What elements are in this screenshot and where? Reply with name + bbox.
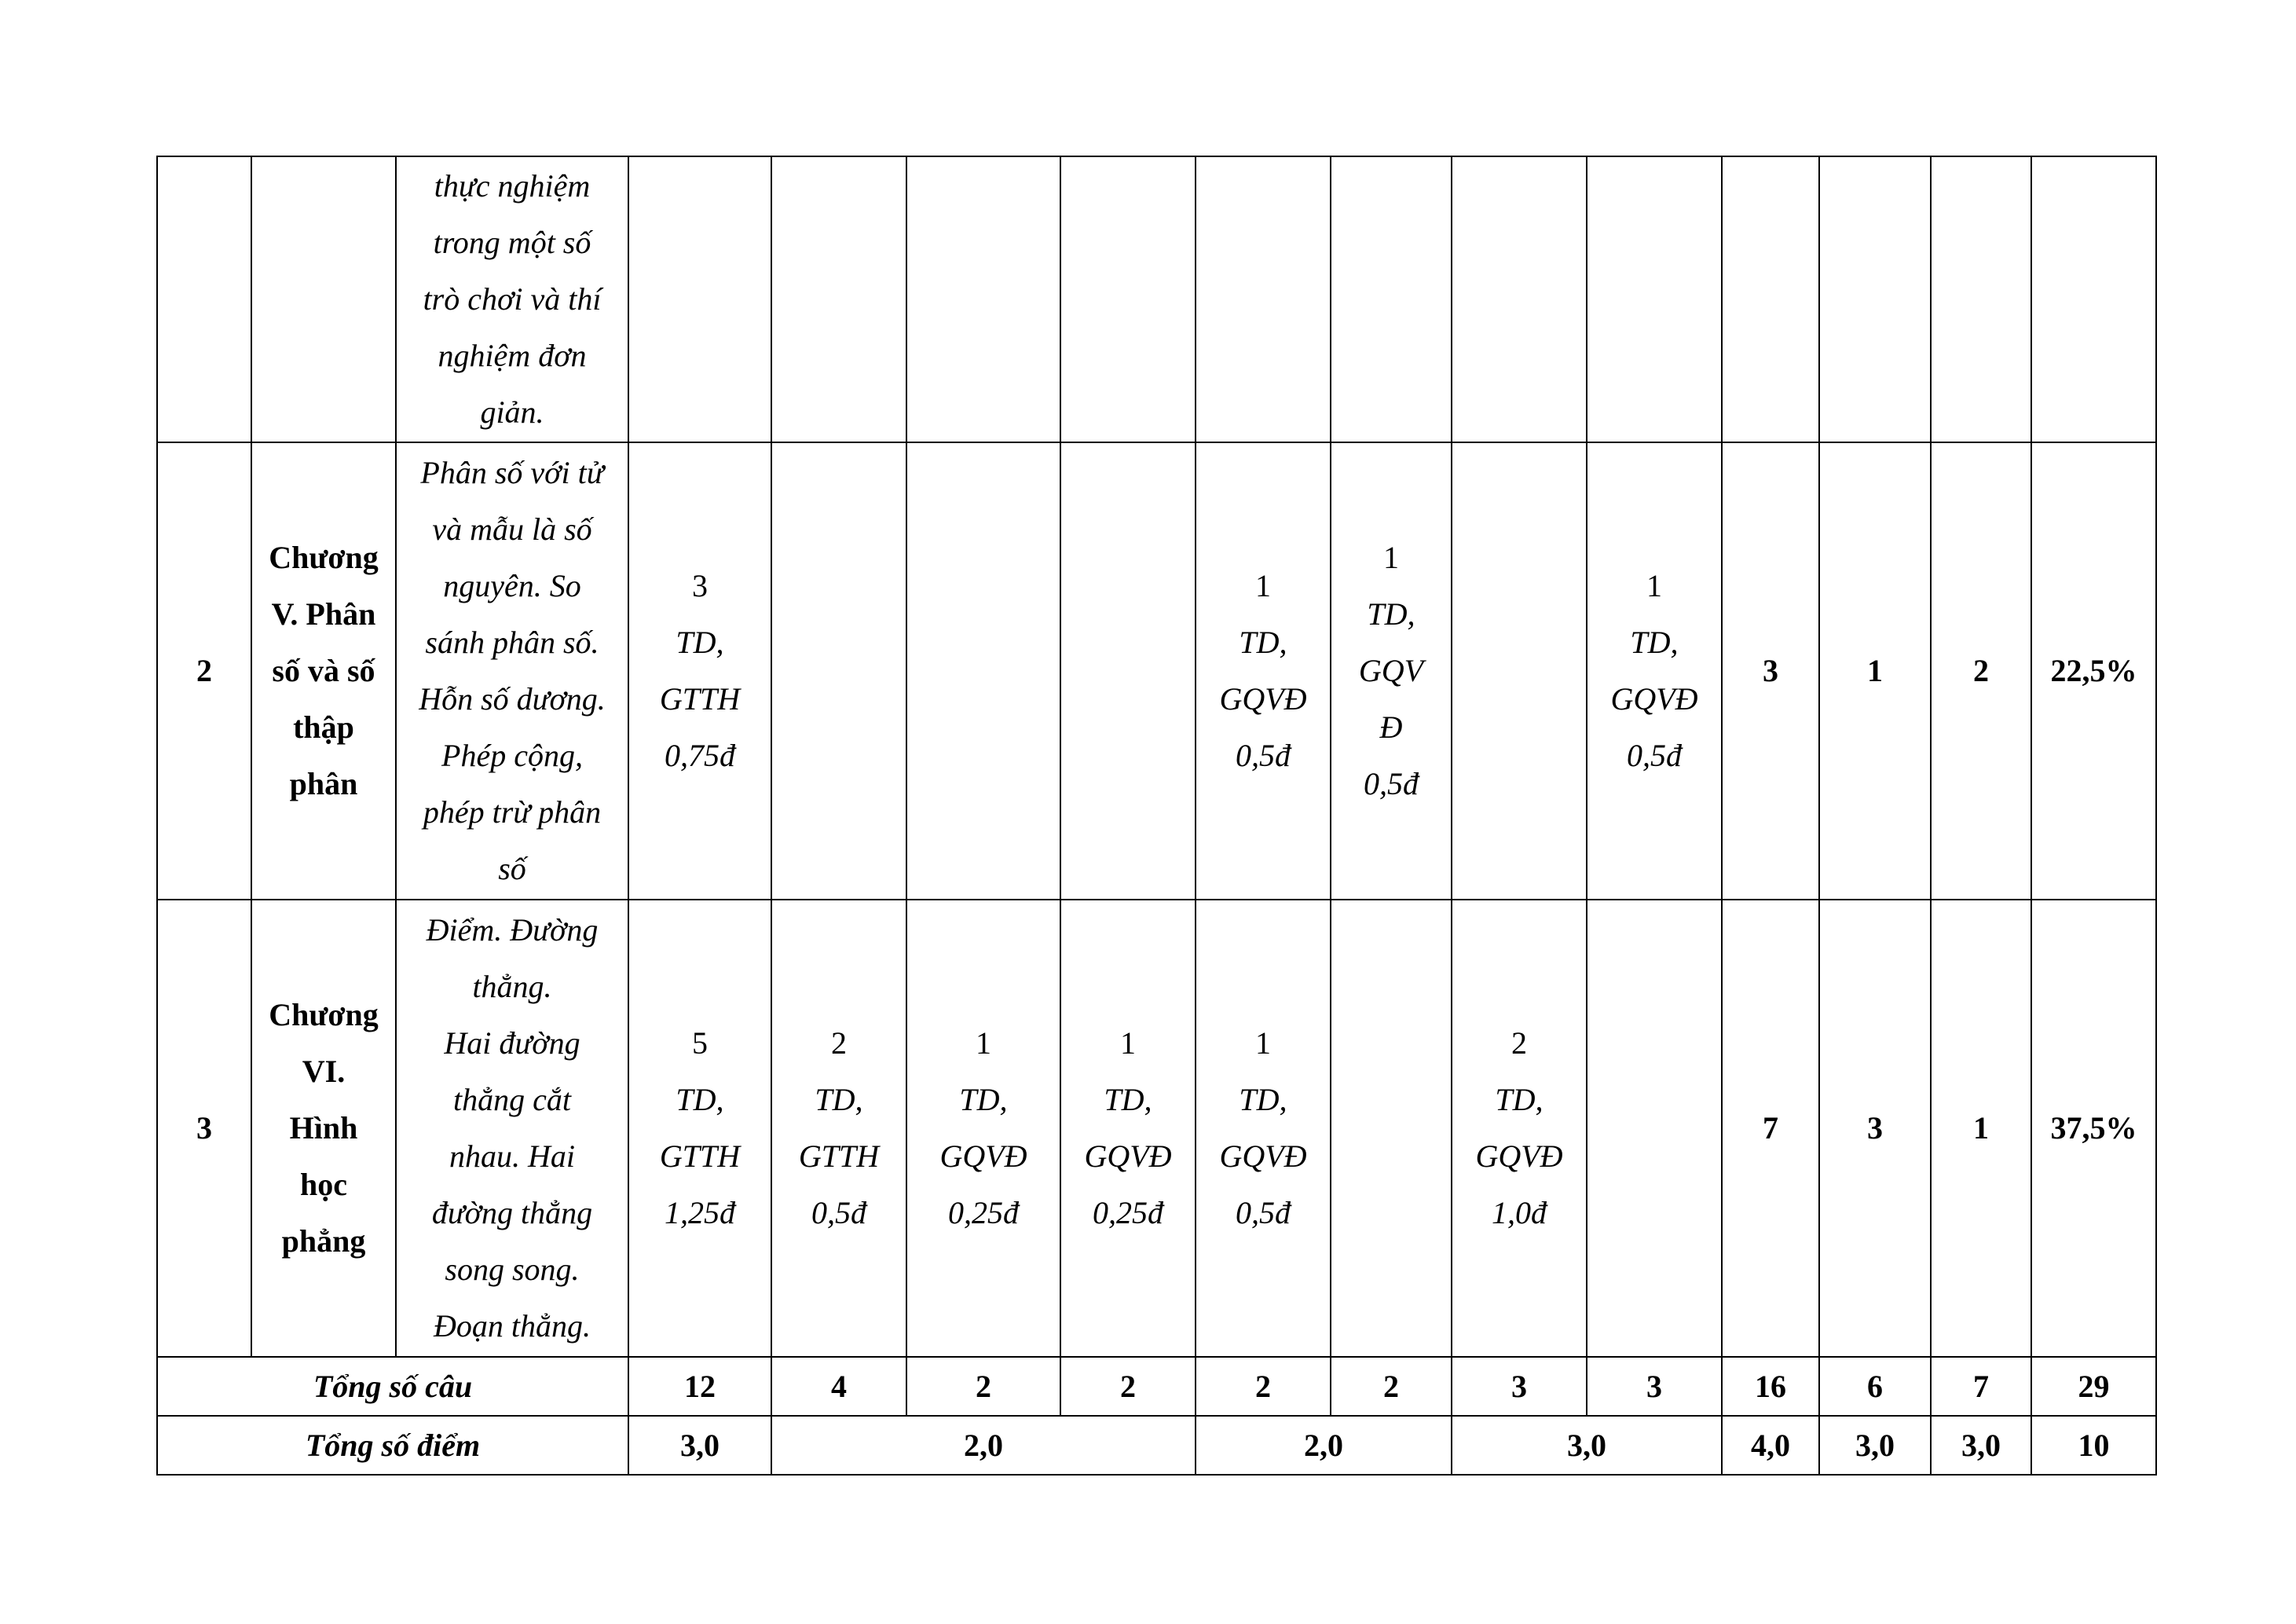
table-row-chapter-6	[157, 900, 2156, 1357]
total-questions-value: 6	[1819, 1357, 1931, 1416]
content-cell: thực nghiệm trong một số trò chơi và thí nghiệm đơn giản.	[396, 156, 628, 442]
level-cell	[1331, 900, 1452, 1357]
total-questions-value: 12	[628, 1357, 771, 1416]
chapter-cell	[251, 156, 396, 442]
level-cell: 1 TD, GQV Đ 0,5đ	[1331, 442, 1452, 900]
total-questions-value: 7	[1931, 1357, 2031, 1416]
total-questions-value: 2	[906, 1357, 1060, 1416]
total-questions-value: 29	[2031, 1357, 2156, 1416]
count-cau-cell: 1	[1931, 900, 2031, 1357]
count-tl-cell: 3	[1819, 900, 1931, 1357]
count-tl-cell: 1	[1819, 442, 1931, 900]
total-questions-label: Tổng số câu	[157, 1357, 628, 1416]
count-tn-cell: 3	[1722, 442, 1819, 900]
total-points-tn: 4,0	[1722, 1416, 1819, 1475]
level-cell: 1 TD, GQVĐ 0,5đ	[1196, 900, 1331, 1357]
percent-cell: 37,5%	[2031, 900, 2156, 1357]
level-cell	[771, 156, 906, 442]
level-cell	[1587, 900, 1722, 1357]
total-questions-value: 16	[1722, 1357, 1819, 1416]
level-cell: 1 TD, GQVĐ 0,5đ	[1587, 442, 1722, 900]
level-cell: 1 TD, GQVĐ 0,25đ	[1060, 900, 1196, 1357]
level-cell	[1452, 156, 1587, 442]
stt-cell: 3	[157, 900, 251, 1357]
total-points-level3: 2,0	[1196, 1416, 1452, 1475]
count-cau-cell: 2	[1931, 442, 2031, 900]
total-questions-value: 4	[771, 1357, 906, 1416]
stt-cell: 2	[157, 442, 251, 900]
level-cell	[1331, 156, 1452, 442]
level-cell: 2 TD, GQVĐ 1,0đ	[1452, 900, 1587, 1357]
total-questions-value: 3	[1452, 1357, 1587, 1416]
percent-cell: 22,5%	[2031, 442, 2156, 900]
level-cell	[628, 156, 771, 442]
count-cau-cell	[1931, 156, 2031, 442]
total-questions-value: 2	[1196, 1357, 1331, 1416]
level-cell	[1587, 156, 1722, 442]
level-cell	[906, 442, 1060, 900]
chapter-cell: Chương VI. Hình học phẳng	[251, 900, 396, 1357]
content-cell: Phân số với tử và mẫu là số nguyên. So sánh phân số. Hỗn số dương. Phép cộng, phép trừ phân số	[396, 442, 628, 900]
level-cell	[906, 156, 1060, 442]
level-cell	[1060, 442, 1196, 900]
assessment-matrix-table	[156, 156, 2157, 1476]
level-cell: 5 TD, GTTH 1,25đ	[628, 900, 771, 1357]
total-points-level1: 3,0	[628, 1416, 771, 1475]
chapter-cell: Chương V. Phân số và số thập phân	[251, 442, 396, 900]
count-tn-cell: 7	[1722, 900, 1819, 1357]
total-points-cau: 3,0	[1931, 1416, 2031, 1475]
level-cell: 1 TD, GQVĐ 0,25đ	[906, 900, 1060, 1357]
level-cell: 3 TD, GTTH 0,75đ	[628, 442, 771, 900]
level-cell	[1060, 156, 1196, 442]
total-questions-value: 2	[1060, 1357, 1196, 1416]
total-points-percent: 10	[2031, 1416, 2156, 1475]
table-row-continued	[157, 156, 2156, 442]
level-cell: 1 TD, GQVĐ 0,5đ	[1196, 442, 1331, 900]
percent-cell	[2031, 156, 2156, 442]
total-questions-value: 3	[1587, 1357, 1722, 1416]
level-cell	[1196, 156, 1331, 442]
total-points-label: Tổng số điểm	[157, 1416, 628, 1475]
total-points-row	[157, 1416, 2156, 1475]
level-cell: 2 TD, GTTH 0,5đ	[771, 900, 906, 1357]
total-questions-value: 2	[1331, 1357, 1452, 1416]
total-points-level4: 3,0	[1452, 1416, 1722, 1475]
level-cell	[1452, 442, 1587, 900]
content-cell: Điểm. Đường thẳng. Hai đường thẳng cắt nhau. Hai đường thẳng song song. Đoạn thẳng.	[396, 900, 628, 1357]
total-questions-row	[157, 1357, 2156, 1416]
total-points-tl: 3,0	[1819, 1416, 1931, 1475]
count-tn-cell	[1722, 156, 1819, 442]
level-cell	[771, 442, 906, 900]
table-row-chapter-5	[157, 442, 2156, 900]
total-points-level2: 2,0	[771, 1416, 1196, 1475]
count-tl-cell	[1819, 156, 1931, 442]
stt-cell	[157, 156, 251, 442]
